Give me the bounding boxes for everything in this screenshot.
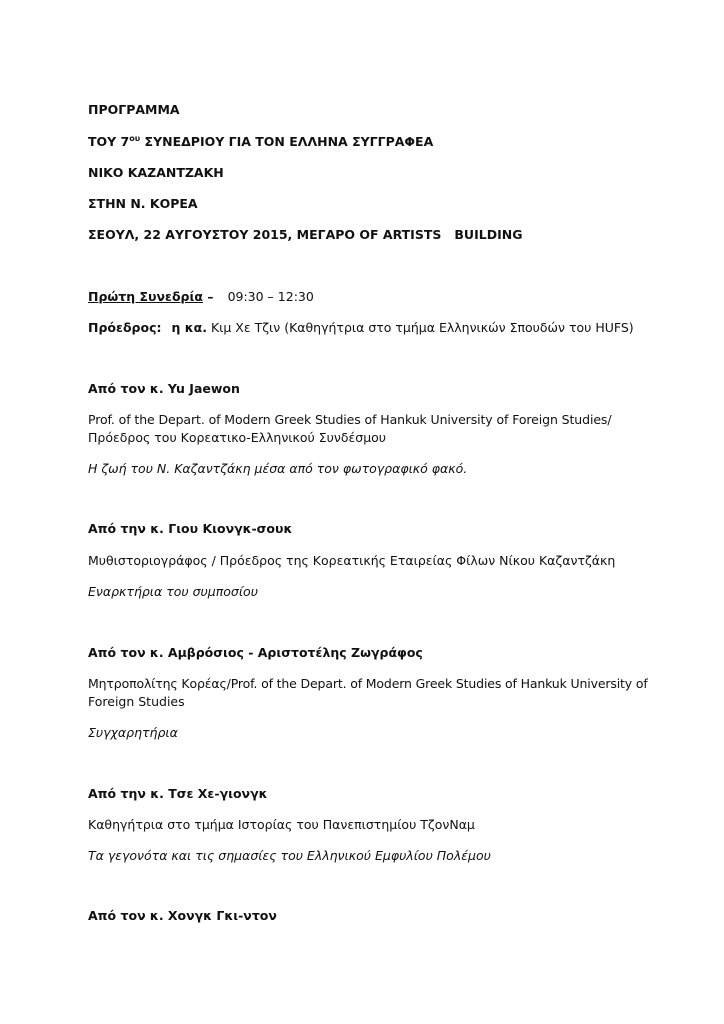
conference-title-prefix: ΤΟΥ 7: [88, 134, 130, 149]
session-label: Πρώτη Συνεδρία: [88, 289, 203, 304]
session-time: 09:30 – 12:30: [227, 289, 314, 304]
chair-name: Κιμ Χε Τζιν (Καθηγήτρια στο τμήμα Ελληνικών Σπουδών του HUFS): [210, 320, 634, 335]
chair-line: [88, 320, 634, 336]
session-dash: –: [202, 289, 214, 304]
conference-title: [88, 134, 433, 150]
speaker-name: Από τον κ. Χονγκ Γκι-ντον: [88, 908, 277, 923]
speaker-affiliation: Καθηγήτρια στο τμήμα Ιστορίας του Πανεπιστημίου ΤζονΝαμ: [88, 817, 475, 832]
chair-title: η κα.: [171, 320, 207, 335]
session-line: [88, 289, 314, 305]
talk-title: Εναρκτήρια του συμποσίου: [88, 584, 258, 599]
talk-title: Συγχαρητήρια: [88, 725, 178, 740]
speaker-affiliation: Prof. of the Depart. of Modern Greek Studies of Hankuk University of Foreign Studies/: [88, 412, 612, 427]
speaker-affiliation: Μυθιστοριογράφος / Πρόεδρος της Κορεατικής Εταιρείας Φίλων Νίκου Καζαντζάκη: [88, 553, 616, 568]
speaker-affiliation-cont: Πρόεδρος του Κορεατικο-Ελληνικού Συνδέσμου: [88, 430, 387, 445]
chair-label: Πρόεδρος:: [88, 320, 162, 335]
program-title: ΠΡΟΓΡΑΜΜΑ: [88, 102, 180, 117]
talk-title: Τα γεγονότα και τις σημασίες του Ελληνικού Εμφυλίου Πολέμου: [88, 848, 491, 863]
ordinal-superscript: ου: [129, 134, 141, 143]
author-name: ΝΙΚΟ ΚΑΖΑΝΤΖΑΚΗ: [88, 165, 224, 180]
speaker-name: Από την κ. Γιου Κιονγκ-σουκ: [88, 521, 293, 536]
venue-line: ΣΕΟΥΛ, 22 ΑΥΓΟΥΣΤΟΥ 2015, ΜΕΓΑΡΟ OF ARTISTS BUILDING: [88, 227, 523, 242]
talk-title: Η ζωή του Ν. Καζαντζάκη μέσα από τον φωτογραφικό φακό.: [88, 461, 468, 476]
speaker-affiliation: Μητροπολίτης Κορέας/Prof. of the Depart. of Modern Greek Studies of Hankuk University of: [88, 676, 648, 691]
speaker-name: Από τον κ. Yu Jaewon: [88, 381, 240, 396]
country-line: ΣΤΗΝ Ν. ΚΟΡΕΑ: [88, 196, 198, 211]
speaker-affiliation-cont: Foreign Studies: [88, 694, 185, 709]
speaker-name: Από τον κ. Αμβρόσιος - Αριστοτέλης Ζωγράφος: [88, 645, 423, 660]
speaker-name: Από την κ. Τσε Χε-γιονγκ: [88, 786, 268, 801]
conference-title-suffix: ΣΥΝΕΔΡΙΟΥ ΓΙΑ ΤΟΝ ΕΛΛΗΝΑ ΣΥΓΓΡΑΦΕΑ: [140, 134, 434, 149]
